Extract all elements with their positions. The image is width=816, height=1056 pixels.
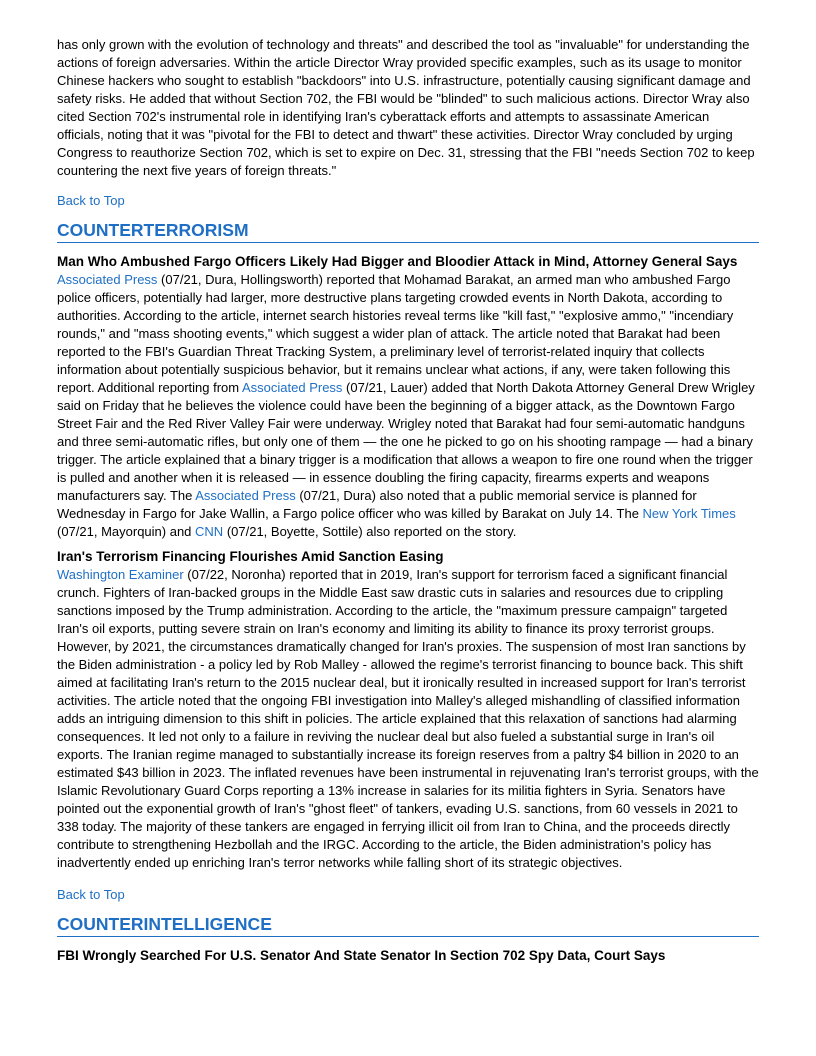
article-text: (07/21, Boyette, Sottile) also reported on the story. — [223, 524, 517, 539]
source-link-associated-press[interactable]: Associated Press — [242, 380, 343, 395]
article-text: (07/21, Dura, Hollingsworth) reported that Mohamad Barakat, an armed man who ambushed Fargo police officers, potentially had larger, more destructive plans targeting crowded events in North Dakota, according to authorities. According to the article, internet search histories reveal terms like "kill fast," "explosive ammo," "incendiary rounds," and "mass shooting events," which suggest a wider plan of attack. The article noted that Barakat had been reported to the FBI's Guardian Threat Tracking System, a preliminary level of terrorist-related inquiry that collects information about potentially suspicious behavior, but it remains unclear what actions, if any, were taken following this report. Additional reporting from — [57, 272, 734, 395]
article-fargo — [57, 253, 759, 541]
article-iran — [57, 548, 759, 872]
article-text: (07/22, Noronha) reported that in 2019, Iran's support for terrorism faced a significant financial crunch. Fighters of Iran-backed groups in the Middle East saw drastic cuts in salaries and resources due to crippling sanctions imposed by the Trump administration. According to the article, the "maximum pressure campaign" targeted Iran's oil exports, putting severe strain on Iran's economy and limiting its ability to finance its proxy terrorist groups. However, by 2021, the circumstances dramatically changed for Iran's proxies. The suspension of most Iran sanctions by the Biden administration - a policy led by Rob Malley - allowed the regime's terrorist financing to bounce back. This shift aimed at facilitating Iran's return to the 2015 nuclear deal, but it ironically resulted in increased support for Iran's terrorist activities. The article noted that the ongoing FBI investigation into Malley's alleged mishandling of classified information adds an intriguing dimension to this shift in policies. The article explained that this relaxation of sanctions had alarming consequences. It led not only to a failure in reviving the nuclear deal but also fueled a substantial surge in Iran's oil exports. The Iranian regime managed to substantially increase its foreign reserves from a paltry $4 billion in 2020 to an estimated $43 billion in 2023. The inflated revenues have been instrumental in rejuvenating Iran's terrorist groups, with the Islamic Revolutionary Guard Corps reporting a 13% increase in salaries for its militia fighters in Syria. Senators have pointed out the exponential growth of Iran's "ghost fleet" of tankers, evading U.S. sanctions, from 60 vessels in 2021 to 338 today. The majority of these tankers are engaged in ferrying illicit oil from Iran to China, and the proceeds directly contribute to strengthening Hezbollah and the IRGC. According to the article, the Biden administration's policy has inadvertently ended up enriching Iran's terror networks while falling short of its strategic objectives. — [57, 567, 759, 870]
article-body — [57, 566, 759, 872]
section-heading-counterterrorism: COUNTERTERRORISM — [57, 218, 759, 243]
section-heading-counterintelligence: COUNTERINTELLIGENCE — [57, 912, 759, 937]
article-title: Man Who Ambushed Fargo Officers Likely Had Bigger and Bloodier Attack in Mind, Attorney General Says — [57, 254, 738, 269]
back-to-top-link[interactable]: Back to Top — [57, 887, 125, 902]
source-link-associated-press[interactable]: Associated Press — [195, 488, 296, 503]
article-title: Iran's Terrorism Financing Flourishes Amid Sanction Easing — [57, 549, 444, 564]
counterintelligence-section — [57, 912, 759, 965]
source-link-associated-press[interactable]: Associated Press — [57, 272, 158, 287]
source-link-washington-examiner[interactable]: Washington Examiner — [57, 567, 184, 582]
article-text: (07/21, Lauer) added that North Dakota Attorney General Drew Wrigley said on Friday that he believes the violence could have been the beginning of a bigger attack, as the Downtown Fargo Street Fair and the Red River Valley Fair were underway. Wrigley noted that Barakat had four semi-automatic handguns and three semi-automatic rifles, but only one of them — the one he picked to go on his shooting rampage — had a binary trigger. The article explained that a binary trigger is a modification that allows a weapon to fire one round when the trigger is pulled and another when it is released — in essence doubling the firing capacity, firearms experts and weapons manufacturers say. The — [57, 380, 755, 503]
counterterrorism-section — [57, 218, 759, 872]
article-text: (07/21, Dura) also noted that a public memorial service is planned for Wednesday in Fargo for Jake Wallin, a Fargo police officer who was killed by Barakat on July 14. The — [57, 488, 697, 521]
source-link-new-york-times[interactable]: New York Times — [642, 506, 736, 521]
source-link-cnn[interactable]: CNN — [195, 524, 224, 539]
intro-paragraph: has only grown with the evolution of technology and threats" and described the tool as "invaluable" for understanding the actions of foreign adversaries. Within the article Director Wray provided specific examples, such as its usage to monitor Chinese hackers who sought to establish "backdoors" into U.S. infrastructure, potentially causing significant damage and safety risks. He added that without Section 702, the FBI would be "blinded" to such malicious actions. Director Wray also cited Section 702's instrumental role in identifying Iran's cyberattack efforts and attempts to assassinate American officials, noting that it was "pivotal for the FBI to detect and thwart" these activities. Director Wray concluded by urging Congress to reauthorize Section 702, which is set to expire on Dec. 31, stressing that the FBI "needs Section 702 to keep countering the next five years of foreign threats." — [57, 37, 755, 178]
article-body — [57, 271, 759, 541]
back-to-top-link[interactable]: Back to Top — [57, 193, 125, 208]
article-title: FBI Wrongly Searched For U.S. Senator And State Senator In Section 702 Spy Data, Court Says — [57, 948, 666, 963]
article-text: (07/21, Mayorquin) and — [57, 524, 196, 539]
